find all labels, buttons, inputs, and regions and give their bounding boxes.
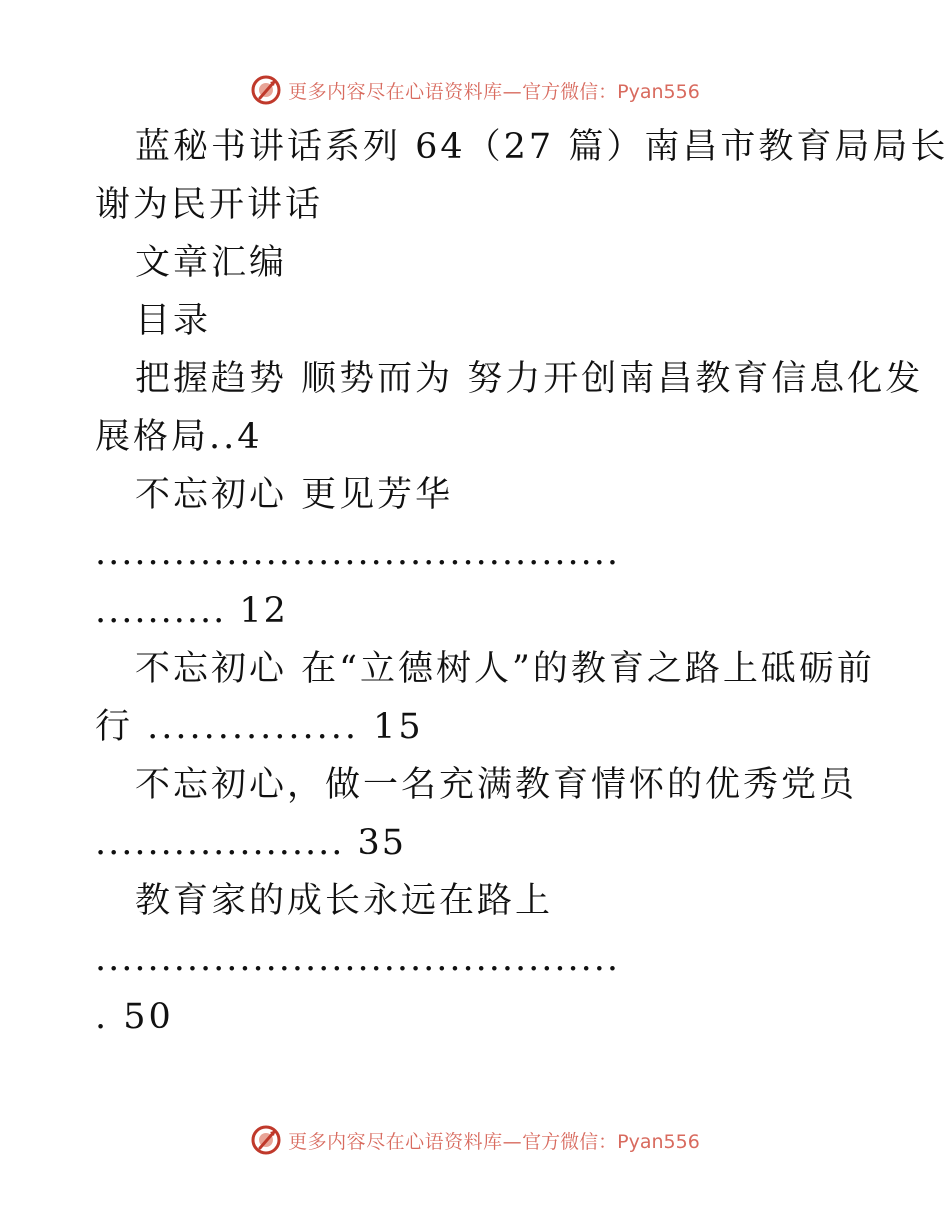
toc-entry-5: 教育家的成长永远在路上	[135, 881, 554, 921]
toc-entry-1-cont: 展格局..4	[95, 417, 263, 457]
toc-entry-1: 把握趋势 顺势而为 努力开创南昌教育信息化发	[135, 359, 924, 399]
toc-entry-2: 不忘初心 更见芳华	[135, 475, 454, 515]
watermark-text: 更多内容尽在心语资料库—官方微信：Pyan556	[288, 80, 700, 103]
footer-watermark	[0, 1120, 950, 1160]
toc-entry-3: 不忘初心 在“立德树人”的教育之路上砥砺前	[135, 649, 875, 689]
watermark-text: 更多内容尽在心语资料库—官方微信：Pyan556	[288, 1130, 700, 1153]
document-body	[95, 118, 949, 1046]
subtitle: 文章汇编	[135, 243, 288, 283]
toc-entry-5-leader: ........................................	[95, 939, 621, 979]
toc-entry-4: 不忘初心，做一名充满教育情怀的优秀党员	[135, 765, 858, 805]
toc-entry-3-cont: 行 ............... 15	[95, 707, 424, 747]
title-line-1: 蓝秘书讲话系列 64（27 篇）南昌市教育局局长	[135, 127, 949, 167]
title-line-2: 谢为民开讲话	[95, 185, 324, 225]
toc-entry-4-page: ................... 35	[95, 823, 407, 863]
toc-entry-2-page: .......... 12	[95, 591, 288, 631]
logo-icon	[250, 1124, 282, 1156]
toc-heading: 目录	[135, 301, 212, 341]
toc-entry-5-page: . 50	[95, 997, 174, 1037]
header-watermark	[0, 70, 950, 110]
logo-icon	[250, 74, 282, 106]
toc-entry-2-leader: ........................................	[95, 533, 621, 573]
